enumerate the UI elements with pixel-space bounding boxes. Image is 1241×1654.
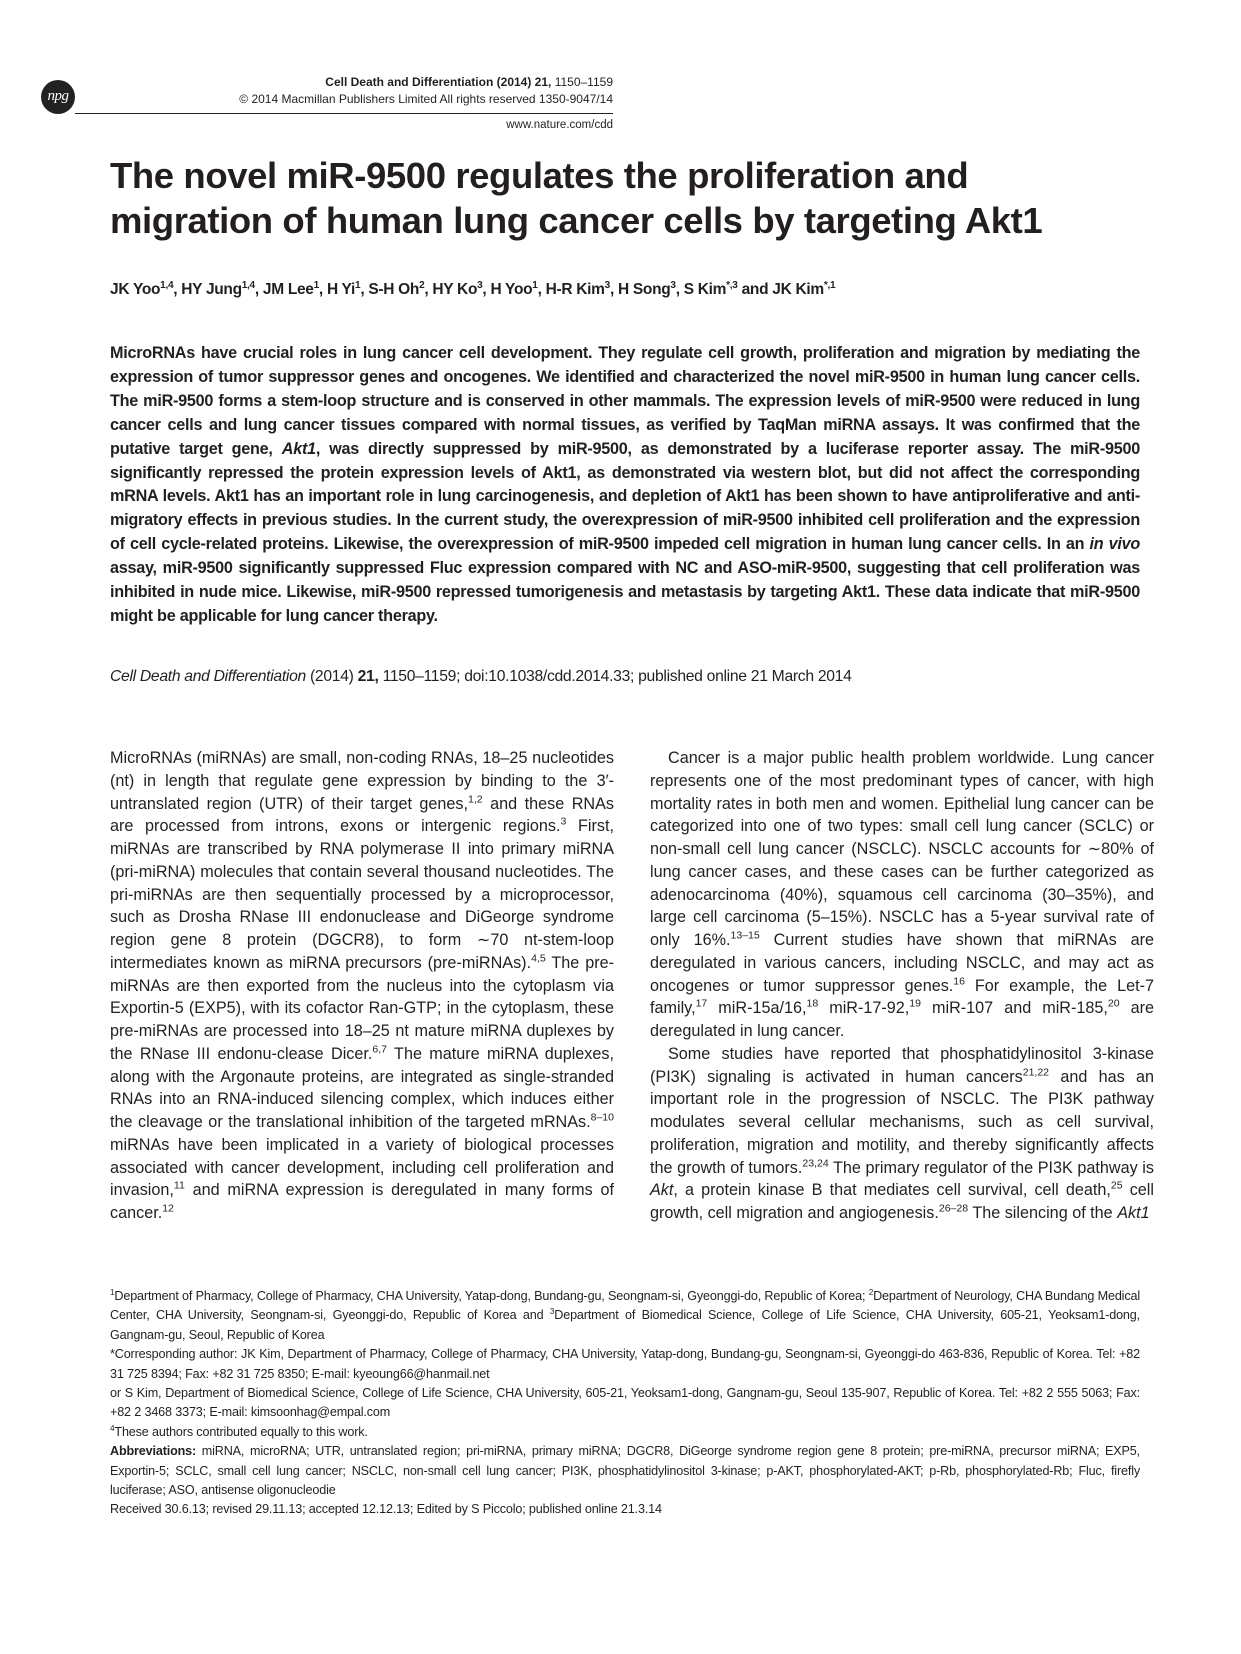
equal-text: These authors contributed equally to this work. <box>114 1424 368 1439</box>
affiliation-2: Department of Neurology, CHA Bundang Medical Center, CHA University, Seongnam-si, Gyeonggi-do, Republic of Korea and <box>110 1289 1140 1323</box>
citation-year: (2014) <box>305 668 358 685</box>
equal-marker: 4 <box>110 1423 115 1433</box>
citation-ref: 17 <box>695 997 708 1010</box>
author-name: HY Ko <box>432 281 478 298</box>
author-name: H Song <box>617 281 671 298</box>
corresponding-author-1: *Corresponding author: JK Kim, Department of Pharmacy, College of Pharmacy, CHA University, Yatap-dong, Bundang-gu, Seongnam-si, Gyeonggi-do 463-836, Republic of Korea. Tel: +82 31 725 8394; Fax: +82 31 725 8350; E-mail: kyeoung66@hanmail.net <box>110 1347 1140 1381</box>
citation-details: 1150–1159; doi:10.1038/cdd.2014.33; published online 21 March 2014 <box>378 668 852 685</box>
author-name: JK Yoo <box>110 281 161 298</box>
body-paragraph-intro <box>110 747 614 1225</box>
citation-ref: 1,2 <box>468 793 483 806</box>
copyright-line: © 2014 Macmillan Publishers Limited All rights reserved 1350-9047/14 <box>239 92 613 106</box>
author-affiliation-marker: 3 <box>604 279 610 291</box>
body-text: miR-107 and miR-185, <box>920 999 1108 1018</box>
citation-ref: 21,22 <box>1022 1066 1050 1079</box>
citation-ref: 11 <box>173 1179 185 1192</box>
author-list: JK Yoo$^{1,4}$, HY Jung$^{1,4}$, JM Lee$^1$, H Yi$^1$, S-H Oh$^2$, HY Ko$^3$, H Yoo$^1$, H-R Kim$^3$, H Song$^3$, S Kim$^{*,3}$ and JK Kim$^{*,1}$ <box>110 279 836 298</box>
abstract-in-vivo: in vivo <box>1089 535 1140 554</box>
citation-ref: 12 <box>162 1202 174 1215</box>
body-text: and has an important role in the progression of NSCLC. The PI3K pathway modulates several cellular mechanisms, such as cell survival, proliferation, migration and motility, and thereby significantly affects the growth of tumors. <box>650 1067 1155 1177</box>
body-text: Current studies have shown that miRNAs are deregulated in various cancers, including NSCLC, and may act as oncogenes or tumor suppressor genes. <box>650 931 1154 995</box>
citation-ref: 8–10 <box>590 1111 614 1124</box>
body-text: The silencing of the <box>968 1204 1118 1222</box>
aff-marker-1: 1 <box>110 1287 115 1297</box>
body-text: and miRNA expression is deregulated in many forms of cancer. <box>110 1181 614 1222</box>
body-paragraph-cancer <box>650 747 1154 1043</box>
body-text: The pre-miRNAs are then exported from the nucleus into the cytoplasm via Exportin-5 (EXP5), with its cofactor Ran-GTP; in the cytoplasm, these pre-miRNAs are processed into 18–25 nt mature miRNA duplexes by the RNase III endonu-clease Dicer. <box>110 953 614 1063</box>
author-name: S-H Oh <box>368 281 420 298</box>
body-text: , a protein kinase B that mediates cell survival, cell death, <box>673 1181 1111 1200</box>
corresponding-author-2: or S Kim, Department of Biomedical Science, College of Life Science, CHA University, 605-21, Yeoksam1-dong, Gangnam-gu, Seoul 135-907, Republic of Korea. Tel: +82 2 555 5063; Fax: +82 2 3468 3373; E-mail: kimsoonhag@empal.com <box>110 1386 1140 1420</box>
citation-ref: 18 <box>806 997 819 1010</box>
author-and: and <box>737 281 773 298</box>
citation-ref: 4,5 <box>531 952 546 965</box>
citation-line <box>110 668 1140 686</box>
citation-ref: 25 <box>1110 1179 1123 1192</box>
footnotes <box>110 1287 1140 1520</box>
author-affiliation-marker: 3 <box>670 279 676 291</box>
body-text: miRNAs have been implicated in a variety of biological processes associated with cancer development, including cell proliferation and invasion, <box>110 1135 614 1200</box>
author-name: H-R Kim <box>545 281 605 298</box>
affiliation-1: Department of Pharmacy, College of Pharmacy, CHA University, Yatap-dong, Bundang-gu, Seongnam-si, Gyeonggi-do, Republic of Korea; <box>114 1289 869 1303</box>
affiliations <box>110 1287 1140 1345</box>
author-affiliation-marker: 3 <box>477 279 483 291</box>
abstract-part-3: assay, miR-9500 significantly suppressed Fluc expression compared with NC and ASO-miR-9500, suggesting that cell proliferation was inhibited in nude mice. Likewise, miR-9500 repressed tumorigenesis and metastasis by targeting Akt1. These data indicate that miR-9500 might be applicable for lung cancer therapy. <box>110 559 1140 625</box>
body-text: miR-15a/16, <box>707 999 807 1018</box>
journal-info <box>95 74 613 108</box>
citation-ref: 13–15 <box>730 929 760 942</box>
journal-reference <box>95 74 613 91</box>
received-dates: Received 30.6.13; revised 29.11.13; accepted 12.12.13; Edited by S Piccolo; published online 21.3.14 <box>110 1502 662 1517</box>
body-column-left <box>110 747 614 1225</box>
author-affiliation-marker: *,1 <box>823 279 836 291</box>
citation-ref: 6,7 <box>372 1043 388 1056</box>
citation-ref: 20 <box>1107 997 1120 1010</box>
body-text: are deregulated in lung cancer. <box>650 999 1155 1040</box>
abstract-gene-akt1: Akt1 <box>281 439 316 458</box>
author-name: JK Kim <box>772 281 824 298</box>
journal-year-volume: (2014) 21, <box>496 75 552 89</box>
citation-ref: 23,24 <box>802 1157 829 1170</box>
journal-url-link[interactable]: www.nature.com/cdd <box>506 119 613 131</box>
author-name: JM Lee <box>262 281 314 298</box>
title-line-2: migration of human lung cancer cells by targeting Akt1 <box>110 200 1043 241</box>
citation-ref: 16 <box>953 975 965 988</box>
abstract-part-1: MicroRNAs have crucial roles in lung cancer cell development. They regulate cell growth, proliferation and migration by mediating the expression of tumor suppressor genes and oncogenes. We identified and characterized the novel miR-9500 in human lung cancer cells. The miR-9500 forms a stem-loop structure and is conserved in other mammals. The expression levels of miR-9500 were reduced in lung cancer cells and lung cancer tissues compared with normal tissues, as verified by TaqMan miRNA assays. It was confirmed that the putative target gene, <box>110 344 1140 458</box>
affiliation-3: Department of Biomedical Science, College of Life Science, CHA University, 605-21, Yeoksam1-dong, Gangnam-gu, Seoul, Republic of Korea <box>110 1308 1140 1342</box>
gene-name: Akt1 <box>1117 1204 1150 1222</box>
body-text: First, miRNAs are transcribed by RNA polymerase II into primary miRNA (pri-miRNA) molecules that contain several thousand nucleotides. The pri-miRNAs are then sequentially processed by a microprocessor, such as Drosha RNase III endonuclease and DiGeorge syndrome region gene 8 protein (DGCR8), to form ∼70 nt-stem-loop intermediates known as miRNA precursors (pre-miRNAs). <box>110 817 614 972</box>
author-name: HY Jung <box>181 281 242 298</box>
body-text: cell growth, cell migration and angiogenesis. <box>650 1181 1154 1222</box>
body-text: and these RNAs are processed from introns, exons or intergenic regions. <box>110 794 614 836</box>
author-affiliation-marker: 2 <box>419 279 425 291</box>
body-paragraph-pi3k <box>650 1043 1154 1225</box>
body-text: miR-17-92, <box>818 999 910 1018</box>
body-column-right <box>650 747 1154 1225</box>
citation-ref: 3 <box>560 815 567 828</box>
citation-journal: Cell Death and Differentiation <box>110 668 306 685</box>
journal-name: Cell Death and Differentiation <box>325 75 494 89</box>
body-text: The primary regulator of the PI3K pathway is <box>828 1158 1154 1177</box>
abbreviations-label: Abbreviations: <box>110 1444 197 1459</box>
abstract <box>110 342 1140 629</box>
body-text: Cancer is a major public health problem worldwide. Lung cancer represents one of the most predominant types of cancer, with high mortality rates in both men and women. Epithelial lung cancer can be categorized into one of two types: small cell lung cancer (SCLC) or non-small cell lung cancer (NSCLC). NSCLC accounts for ∼80% of lung cancer cases, and these cases can be further categorized as adenocarcinoma (40%), squamous cell carcinoma (30–35%), and large cell carcinoma (5–15%). NSCLC has a 5-year survival rate of only 16%. <box>650 749 1154 949</box>
author-affiliation-marker: 1,4 <box>241 279 255 291</box>
title-line-1: The novel miR-9500 regulates the proliferation and <box>110 155 969 196</box>
citation-volume: 21, <box>357 668 379 685</box>
header-divider <box>75 113 613 114</box>
abstract-part-2: , was directly suppressed by miR-9500, as demonstrated by a luciferase reporter assay. The miR-9500 significantly repressed the protein expression levels of Akt1, as demonstrated via western blot, but did not affect the corresponding mRNA levels. Akt1 has an important role in lung carcinogenesis, and depletion of Akt1 has been shown to have antiproliferative and anti-migratory effects in previous studies. In the current study, the overexpression of miR-9500 inhibited cell proliferation and the expression of cell cycle-related proteins. Likewise, the overexpression of miR-9500 impeded cell migration in human lung cancer cells. In an <box>110 439 1140 554</box>
author-affiliation-marker: 1 <box>313 279 319 291</box>
author-affiliation-marker: 1 <box>355 279 361 291</box>
body-text: MicroRNAs (miRNAs) are small, non-coding RNAs, 18–25 nucleotides (nt) in length that regulate gene expression by binding to the 3′-untranslated region (UTR) of their target genes, <box>110 749 614 813</box>
aff-marker-3: 3 <box>549 1307 555 1317</box>
npg-logo: npg <box>41 80 75 114</box>
abbreviations-text: miRNA, microRNA; UTR, untranslated region; pri-miRNA, primary miRNA; DGCR8, DiGeorge syndrome region gene 8 protein; pre-miRNA, precursor miRNA; EXP5, Exportin-5; SCLC, small cell lung cancer; NSCLC, non-small cell lung cancer; PI3K, phosphatidylinositol 3-kinase; p-AKT, phosphorylated-AKT; p-Rb, phosphorylated-Rb; Fluc, firefly luciferase; ASO, antisense oligonucleodie <box>110 1444 1140 1498</box>
author-affiliation-marker: 1 <box>532 279 538 291</box>
author-name: S Kim <box>683 281 727 298</box>
author-name: H Yi <box>326 281 356 298</box>
citation-ref: 26–28 <box>938 1202 969 1215</box>
body-text: For example, the Let-7 family, <box>650 976 1154 1018</box>
equal-contribution-note <box>110 1423 1140 1442</box>
aff-marker-2: 2 <box>868 1287 874 1297</box>
article-title <box>110 153 1140 243</box>
gene-name: Akt <box>650 1181 674 1200</box>
journal-pages: 1150–1159 <box>554 75 613 89</box>
author-affiliation-marker: 1,4 <box>160 279 174 291</box>
body-text: The mature miRNA duplexes, along with the Argonaute proteins, are integrated as single-stranded RNAs into an RNA-induced silencing complex, which induces either the cleavage or the translational inhibition of the targeted mRNAs. <box>110 1044 614 1131</box>
author-name: H Yoo <box>490 281 533 298</box>
author-affiliation-marker: *,3 <box>726 279 738 291</box>
citation-ref: 19 <box>909 997 921 1010</box>
body-text: Some studies have reported that phosphatidylinositol 3-kinase (PI3K) signaling is activated in human cancers <box>650 1044 1154 1086</box>
abbreviations <box>110 1442 1140 1500</box>
